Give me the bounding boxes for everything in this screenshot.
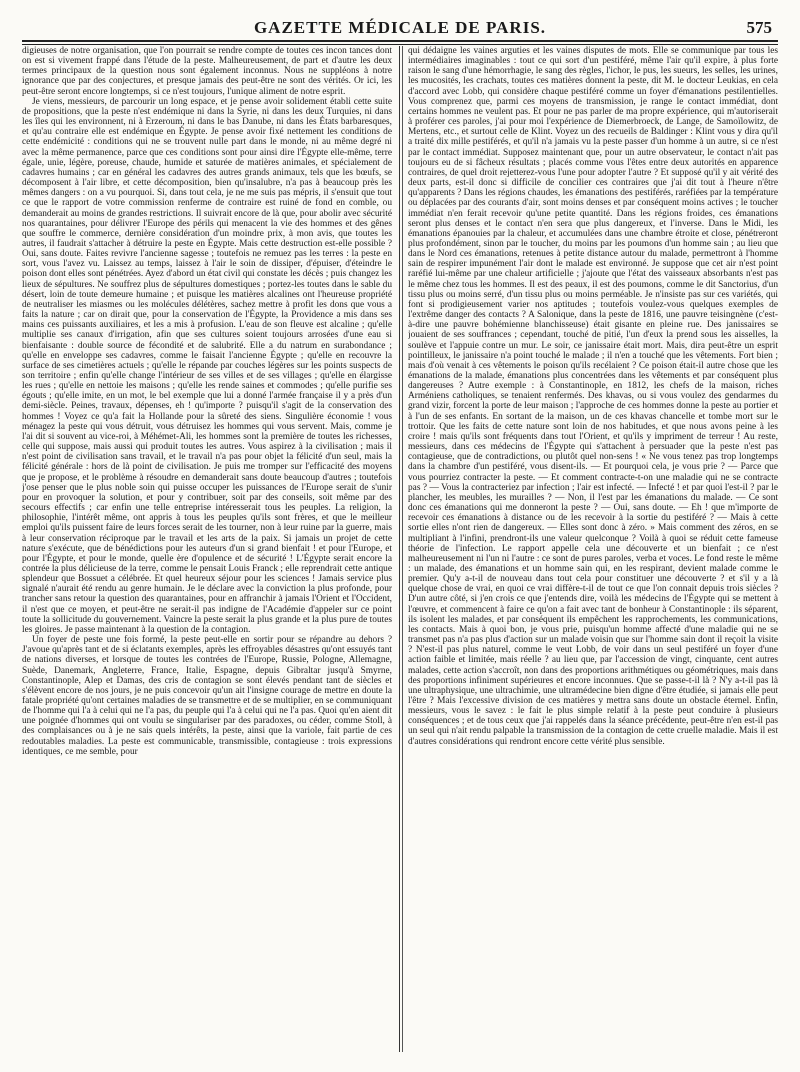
column-divider <box>399 46 400 1052</box>
paragraph: qui dédaigne les vaines arguties et les vaines disputes de mots. Elle se communique par tous les intermédiaires imaginables : tout ce qui sort d'un pestiféré, même l'air qu'il expire, à plus forte raison le sang d'une hémorrhagie, le sang des règles, l'ichor, le pus, les sueurs, les selles, les urines, les mucosités, les crachats, toutes ces matières donnent la peste, dit M. le docteur Leukias, en cela d'accord avec Lobb, qui considère chaque pestiféré comme un foyer d'émanations pestilentielles. Vous comprenez que, parmi ces moyens de transmission, je range le contact immédiat, dont certains hommes ne veulent pas. Et pour ne pas parler de ma propre expérience, qui m'autoriserait à proférer ces paroles, j'ai pour moi l'expérience de Diemerbroeck, de Lange, de Samoïlowitz, de Mertens, etc., et surtout celle de Klint. Voyez un des recueils de Baldinger : Klint vous y dira qu'il a traité dix mille pestiférés, et qu'il n'a jamais vu la peste passer d'un homme à un autre, si ce n'est par le contact immédiat. Supposez maintenant que, pour un autre observateur, le contact n'ait pas toujours eu de si fâcheux résultats ; placés comme vous l'êtes entre deux autorités en apparence contraires, de quel droit rejetterez-vous l'une pour adopter l'autre ? Et supposé qu'il y ait vérité des deux parts, est-il donc si difficile de concilier ces contraires que j'ai dit tout à l'heure n'être qu'apparents ? Dans les régions chaudes, les émanations des pestiférés, raréfiées par la température ou déplacées par des courants d'air, sont moins denses et par conséquent moins actives ; le toucher immédiat n'en ferait recevoir qu'une petite quantité. Dans les régions froides, ces émanations seront plus denses et le contact n'en sera que plus dangereux, et l'inverse. Dans le Midi, les émanations épanouies par la chaleur, et accumulées dans une chambre étroite et close, pénétreront plus profondément, sinon par le toucher, du moins par les poumons d'un homme sain ; au lieu que dans le Nord ces émanations, retenues à petite distance autour du malade, permettront à l'homme sain de respirer impunément l'air dont le malade est environné. Je suppose que cet air n'est point raréfié lui-même par une chaleur artificielle ; j'ajoute que l'état des vaisseaux absorbants n'est pas le même chez tous les hommes. Il est des peaux, il est des poumons, comme le dit Sanctorius, d'un tissu plus ou moins serré, d'un tissu plus ou moins perméable. Je n'insiste pas sur ces variétés, qui font si prodigieusement varier nos aptitudes ; toutefois voulez-vous quelques exemples de l'extrême danger des contacts ? A Salonique, dans la peste de 1816, une pauvre teisingnène (c'est-à-dire une pauvre bohémienne blanchisseuse) était gisante en pleine rue. Des janissaires se jouaient de ses souffrances ; cependant, touché de pitié, l'un d'eux la prend sous les aisselles, la soulève et l'appuie contre un mur. Le soir, ce janissaire était mort. Mais, dira peut-être un esprit pointilleux, le janissaire n'a point touché le malade ; il n'en a touché que les vêtements. Fort bien ; mais d'où venait à ces vêtements le poison qu'ils recélaient ? Ce poison était-il autre chose que les émanations de la malade, émanations plus concentrées dans les vêtements et par conséquent plus dangereuses ? Autre exemple : à Constantinople, en 1812, les chefs de la maison, riches Arméniens catholiques, se tenaient renfermés. Des khavas, ou si vous voulez des gendarmes du grand vizir, forcent la porte de leur maison ; l'approche de ces hommes donne la peste au portier et à l'un de ses enfants. En sortant de la maison, un de ces khavas chancelle et tombe mort sur le trottoir. Que les faits de cette nature sont loin de nos habitudes, et que nous avons peine à les croire ! mais qu'ils sont fréquents dans tout l'Orient, et qu'ils y impriment de terreur ! Au reste, messieurs, dans ces médecins de l'Égypte qui s'attachent à persuader que la peste n'est pas contagieuse, que de contradictions, ou plutôt quel non-sens ! « Ne vous tenez pas trop longtemps dans la chambre d'un pestiféré, vous disent-ils. — Et pourquoi cela, je vous prie ? — Parce que vous pourriez contracter la peste. — Et comment contracte-t-on une maladie qui ne se contracte pas ? — Vous la contracteriez par infection ; l'air est infecté. — Infecté ! et par quoi l'est-il ? par le plancher, les meubles, les murailles ? — Non, il l'est par les émanations du malade. — Ce sont donc ces émanations qui me donneront la peste ? — Oui, sans doute. — Eh ! que m'importe de recevoir ces émanations à distance ou de les recevoir à la sortie du pestiféré ? — Mais à cette sortie elles n'ont rien de dangereux. — Elles sont donc à zéro. » Mais comment des zéros, en se multipliant à l'infini, prendront-ils une valeur quelconque ? Voilà à quoi se réduit cette fameuse théorie de l'infection. Le rapport appelle cela une découverte et un bienfait ; ce n'est malheureusement ni l'un ni l'autre : ce sont de pures paroles, verba et voces. Le fond reste le même : un malade, des émanations et un homme sain qui, en les respirant, devient malade comme le premier. Qu'y a-t-il de nouveau dans tout cela pour constituer une découverte ? et s'il y a là quelque chose de vrai, en quoi ce vrai diffère-t-il de tout ce que l'on connait depuis trois siècles ? D'un autre côté, si j'en crois ce que j'entends dire, voilà les médecins de l'Égypte qui se mettent à l'œuvre, et commencent à faire ce qu'on a fait avec tant de bonheur à Constantinople : ils séparent, ils isolent les malades, et par conséquent ils empêchent les rapprochements, les communications, les contacts. Mais à quoi bon, je vous prie, puisqu'un homme affecté d'une maladie qui ne se transmet pas n'a pas plus d'action sur un malade voisin que sur l'homme sain dont il reçoit la visite ? N'est-il pas plus naturel, comme le veut Lobb, de voir dans un seul pestiféré un foyer d'une action faible et limitée, mais réelle ? au lieu que, par l'accession de vingt, cinquante, cent autres malades, cette action s'accroît, non dans des proportions arithmétiques ou géométriques, mais dans des proportions infiniment supérieures et encore inconnues. Que se passe-t-il là ? N'y a-t-il pas là une ultraphysique, une ultrachimie, une ultramédecine bien digne d'être étudiée, si jamais elle peut l'être ? Mais l'excessive division de ces matières y mettra sans doute un obstacle éternel. Enfin, messieurs, vous le savez : le fait le plus simple relatif à la peste peut conduire à plusieurs conséquences ; et de tous ceux que j'ai rappelés dans la séance précédente, peut-être n'en est-il pas un seul qui n'ait rendu palpable la transmission de la contagion de cette cruelle maladie. Mais il est d'autres considérations qui rendront encore cette vérité plus sensible. <box>408 46 778 747</box>
page-header <box>22 14 778 40</box>
column-divider <box>402 46 403 1052</box>
header-rule <box>22 40 778 45</box>
journal-title: GAZETTE MÉDICALE DE PARIS. <box>253 18 547 37</box>
page-number: 575 <box>746 18 772 37</box>
right-column <box>408 46 778 1056</box>
paragraph: digieuses de notre organisation, que l'on pourrait se rendre compte de toutes ces incon tances dont on est si vivement frappé dans l'étude de la peste. Malheureusement, de part et d'autre les deux termes principaux de la question nous sont également inconnus. Nous ne suppléons à notre ignorance que par des conjectures, et presque jamais des peut-être ne sont des vérités. Or ici, les peut-être seront encore longtemps, si ce n'est toujours, l'unique aliment de notre esprit. <box>22 46 392 97</box>
paragraph: Je viens, messieurs, de parcourir un long espace, et je pense avoir solidement établi cette suite de propositions, que la peste n'est endémique ni dans la Syrie, ni dans les deux Turquies, ni dans les îles qui les environnent, ni à Erzeroum, ni dans le bas Danube, ni dans les États barbaresques, et qu'au contraire elle est endémique en Égypte. Je pense avoir fixé nettement les conditions de cette endémicité : conditions qui ne se trouvent nulle part dans le monde, ni au même degré ni avec la même permanence, parce que ces conditions sont pour ainsi dire l'Égypte elle-même, terre égale, unie, légère, poreuse, chaude, humide et saturée de matières animales, et spécialement de cadavres humains ; car en général les cadavres des autres grands animaux, tels que les bœufs, se décomposent à l'air libre, et cette décomposition, bien qu'insalubre, n'a pas à beaucoup près les mêmes dangers : on a vu pourquoi. Si, dans tout cela, je ne me suis pas mépris, il s'ensuit que tout ce que le rapport de votre commission renferme de contraire est ruiné de fond en comble, ou demanderait au moins de grandes restrictions. Il suivrait encore de là que, pour abolir avec sécurité nos quarantaines, pour délivrer l'Europe des périls qui menacent la vie des hommes et des gênes que souffre le commerce, dernière considération d'un moindre prix, à mon avis, que toutes les autres, il faudrait s'attacher à détruire la peste en Égypte. Mais cette destruction est-elle possible ? Oui, sans doute. Faites revivre l'ancienne sagesse ; toutefois ne remuez pas les terres : la peste en sort, vous l'avez vu. Laissez au temps, laissez à l'air le soin de dissiper, d'épuiser, d'éteindre le poison dont elles sont pénétrées. Ayez d'abord un état civil qui constate les décès ; puis changez les lieux de sépultures. Ne souffrez plus de sépultures domestiques ; portez-les toutes dans le sable du désert, loin de toute demeure humaine ; et puisque les matières alcalines ont l'heureuse propriété de neutraliser les miasmes ou les molécules délétères, sachez mettre à profit les dons que vous a faits la nature ; car on dirait que, pour la conservation de l'Égypte, la Providence a mis dans ses mains ces puissants auxiliaires, et les a mis à profusion. L'eau de son fleuve est alcaline ; qu'elle multiplie ses canaux d'irrigation, afin que ses cultures soient toujours arrosées d'une eau si bienfaisante : double source de fécondité et de salubrité. Elle a du natrum en surabondance ; qu'elle en enveloppe ses cadavres, comme le faisait l'ancienne Égypte ; qu'elle en recouvre la surface de ses cimetières actuels ; qu'elle le répande par couches légères sur les points suspects de son territoire ; enfin qu'elle change l'intérieur de ses villes et de ses villages ; qu'elle en élargisse les rues ; qu'elle en nettoie les maisons ; qu'elle les rende saines et commodes ; qu'elle purifie ses égouts ; qu'elle imite, en un mot, le bel exemple que lui a donné l'armée française il y a près d'un demi-siècle. Peines, travaux, dépenses, eh ! qu'importe ? puisqu'il s'agit de la conservation des hommes ! Voyez ce qu'a fait la Hollande pour la sûreté des siens. Singulière économie ! vous ménagez la peste qui vous détruit, vous détruisez les hommes qui vous servent. Mais, comme je l'ai dit si souvent au vice-roi, à Méhémet-Ali, les hommes sont la première de toutes les richesses, celle qui suppose, mais aussi qui produit toutes les autres. Vous aspirez à la civilisation ; mais il n'est point de civilisation sans travail, et le travail n'a pas pour objet la félicité d'un seul, mais la félicité générale : hors de là point de civilisation. Je puis me tromper sur l'efficacité des moyens que je propose, et le problème à résoudre en demanderait sans doute beaucoup d'autres ; toutefois j'ose penser que le plus noble soin qui puisse occuper les puissances de l'Europe serait de s'unir pour en provoquer la solution, et pour y contribuer, soit par des conseils, soit même par des secours effectifs ; car enfin une telle entreprise intéresserait tous les peuples. La religion, la philosophie, l'intérêt même, ont appris à tous les peuples qu'ils sont frères, et que le meilleur emploi qu'ils puissent faire de leurs forces serait de les tourner, non à leur ruine par la guerre, mais à leur conservation réciproque par le travail et les arts de la paix. Si jamais un projet de cette nature s'exécute, que de bénédictions pour les auteurs d'un si grand bienfait ! et pour l'Europe, et pour l'Égypte, et pour le monde, quelle ère d'opulence et de sécurité ! L'Égypte serait encore la contrée la plus délicieuse de la terre, comme le pensait Louis Franck ; elle reprendrait cette antique splendeur que Bossuet a célébrée. Et quel heureux séjour pour les sciences ! Jamais service plus signalé n'aurait été rendu au genre humain. Je le déclare avec la conviction la plus profonde, pour trancher sans retour la question des quarantaines, pour en affranchir à jamais l'Orient et l'Occident, il n'est que ce moyen, et peut-être ne serait-il pas indigne de l'Académie d'appeler sur ce point toute la sollicitude du gouvernement. Vaincre la peste serait la plus grande et la plus pure de toutes les gloires. Je passe maintenant à la question de la contagion. <box>22 96 392 635</box>
left-column <box>22 46 392 1056</box>
paragraph: Un foyer de peste une fois formé, la peste peut-elle en sortir pour se répandre au dehors ? J'avoue qu'après tant et de si éclatants exemples, après les effroyables désastres qu'ont essuyés tant de nations diverses, et lorsque de toutes les contrées de l'Europe, Russie, Pologne, Allemagne, Suède, Danemark, Angleterre, France, Italie, Espagne, depuis Gibraltar jusqu'à Smyrne, Constantinople, Alep et Damas, des cris de contagion se sont élevés pendant tant de siècles et s'élèvent encore de nos jours, je ne puis concevoir qu'un ait l'insigne courage de mettre en doute la fatale propriété qu'ont certaines maladies de se transmettre et de se multiplier, en se communiquant de l'homme qui l'a à celui qui ne l'a pas, du peuple qui l'a à celui qui ne l'a pas. Quoi qu'en aient dit une poignée d'hommes qui ont voulu se singulariser par des paradoxes, ou céder, comme Stoll, à des complaisances ou à je ne sais quels intérêts, la peste, ainsi que la variole, fait partie de ces redoutables maladies. La peste est communicable, transmissible, contagieuse : trois expressions identiques, ce me semble, pour <box>22 635 392 757</box>
